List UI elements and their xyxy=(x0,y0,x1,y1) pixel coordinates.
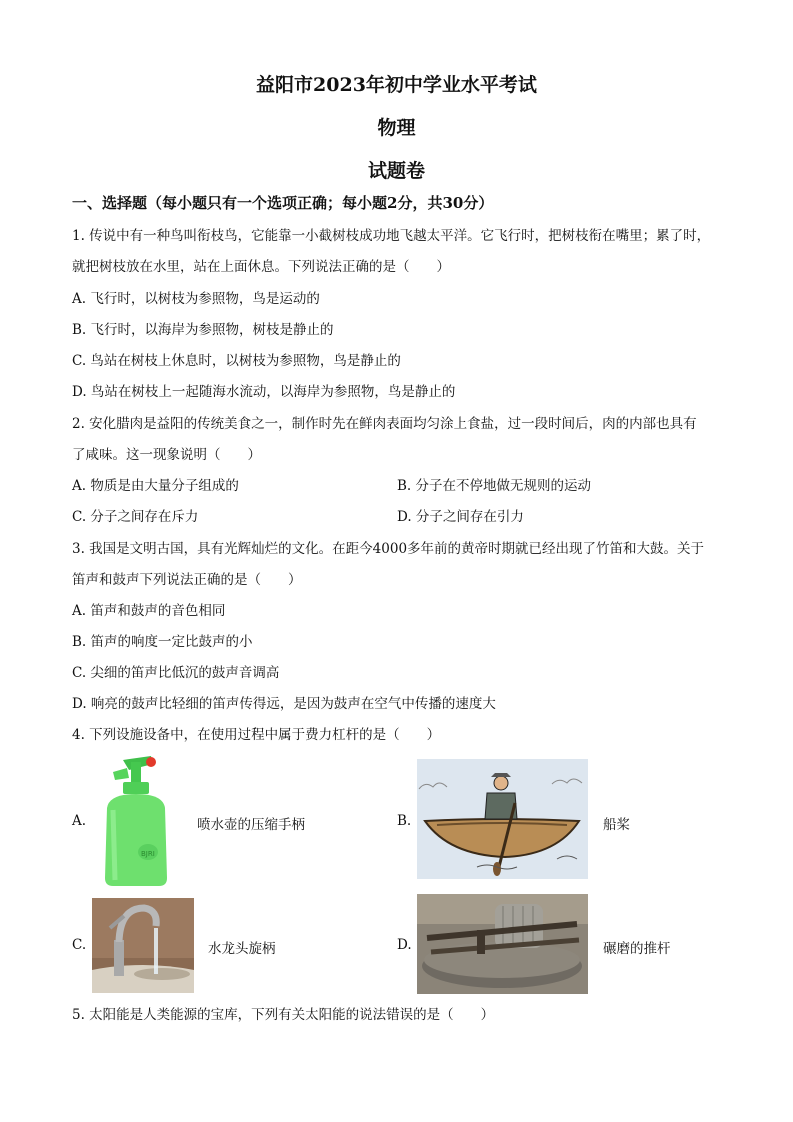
q3-option-a: A. 笛声和鼓声的音色相同 xyxy=(72,603,226,619)
millstone-image xyxy=(417,894,588,994)
exam-title: 益阳市2023年初中学业水平考试 xyxy=(256,74,537,96)
q4-option-a-letter: A. xyxy=(72,813,87,829)
q3-option-c: C. 尖细的笛声比低沉的鼓声音调高 xyxy=(72,665,280,681)
q2-option-a: A. 物质是由大量分子组成的 xyxy=(72,478,239,494)
q2-stem-line1: 2. 安化腊肉是益阳的传统美食之一，制作时先在鲜肉表面均匀涂上食盐，过一段时间后，肉的内部也具有 xyxy=(72,416,697,432)
paper-title: 试题卷 xyxy=(367,160,425,182)
q1-option-c: C. 鸟站在树枝上休息时，以树枝为参照物，鸟是静止的 xyxy=(72,353,401,369)
q4-option-d-caption: 碾磨的推杆 xyxy=(603,941,671,957)
q2-stem-line2: 了咸味。这一现象说明（ ） xyxy=(72,447,261,463)
faucet-image xyxy=(92,898,194,993)
q4-option-b-caption: 船桨 xyxy=(603,817,630,833)
q3-option-b: B. 笛声的响度一定比鼓声的小 xyxy=(72,634,253,650)
q4-option-c-letter: C. xyxy=(72,937,87,953)
q1-stem-line2: 就把树枝放在水里，站在上面休息。下列说法正确的是（ ） xyxy=(72,259,450,275)
rowing-boat-image xyxy=(417,759,588,879)
q1-option-a: A. 飞行时，以树枝为参照物，鸟是运动的 xyxy=(72,291,320,307)
q1-stem-line1: 1. 传说中有一种鸟叫衔枝鸟，它能靠一小截树枝成功地飞越太平洋。它飞行时，把树枝衔在嘴里；累了时， xyxy=(72,228,711,244)
subject-title: 物理 xyxy=(377,117,416,139)
q2-option-b: B. 分子在不停地做无规则的运动 xyxy=(397,478,592,494)
q3-option-d: D. 响亮的鼓声比轻细的笛声传得远，是因为鼓声在空气中传播的速度大 xyxy=(72,696,496,712)
q2-option-c: C. 分子之间存在斥力 xyxy=(72,509,199,525)
q1-option-d: D. 鸟站在树枝上一起随海水流动，以海岸为参照物，鸟是静止的 xyxy=(72,384,456,400)
bottle-label: BJRI xyxy=(141,850,155,858)
q4-stem: 4. 下列设施设备中，在使用过程中属于费力杠杆的是（ ） xyxy=(72,727,441,743)
q5-stem: 5. 太阳能是人类能源的宝库，下列有关太阳能的说法错误的是（ ） xyxy=(72,1007,495,1023)
section-heading: 一、选择题（每小题只有一个选项正确；每小题2分，共30分） xyxy=(72,194,494,212)
q1-option-b: B. 飞行时，以海岸为参照物，树枝是静止的 xyxy=(72,322,334,338)
q4-option-b-letter: B. xyxy=(397,813,412,829)
q3-stem-line1: 3. 我国是文明古国，具有光辉灿烂的文化。在距今4000多年前的黄帝时期就已经出现了竹笛和大鼓。关于 xyxy=(72,541,705,557)
q4-option-d-letter: D. xyxy=(397,937,412,953)
q4-option-a-caption: 喷水壶的压缩手柄 xyxy=(197,817,305,833)
q3-stem-line2: 笛声和鼓声下列说法正确的是（ ） xyxy=(72,572,302,588)
q2-option-d: D. 分子之间存在引力 xyxy=(397,509,524,525)
q4-option-c-caption: 水龙头旋柄 xyxy=(208,941,276,957)
spray-bottle-image xyxy=(93,750,182,890)
